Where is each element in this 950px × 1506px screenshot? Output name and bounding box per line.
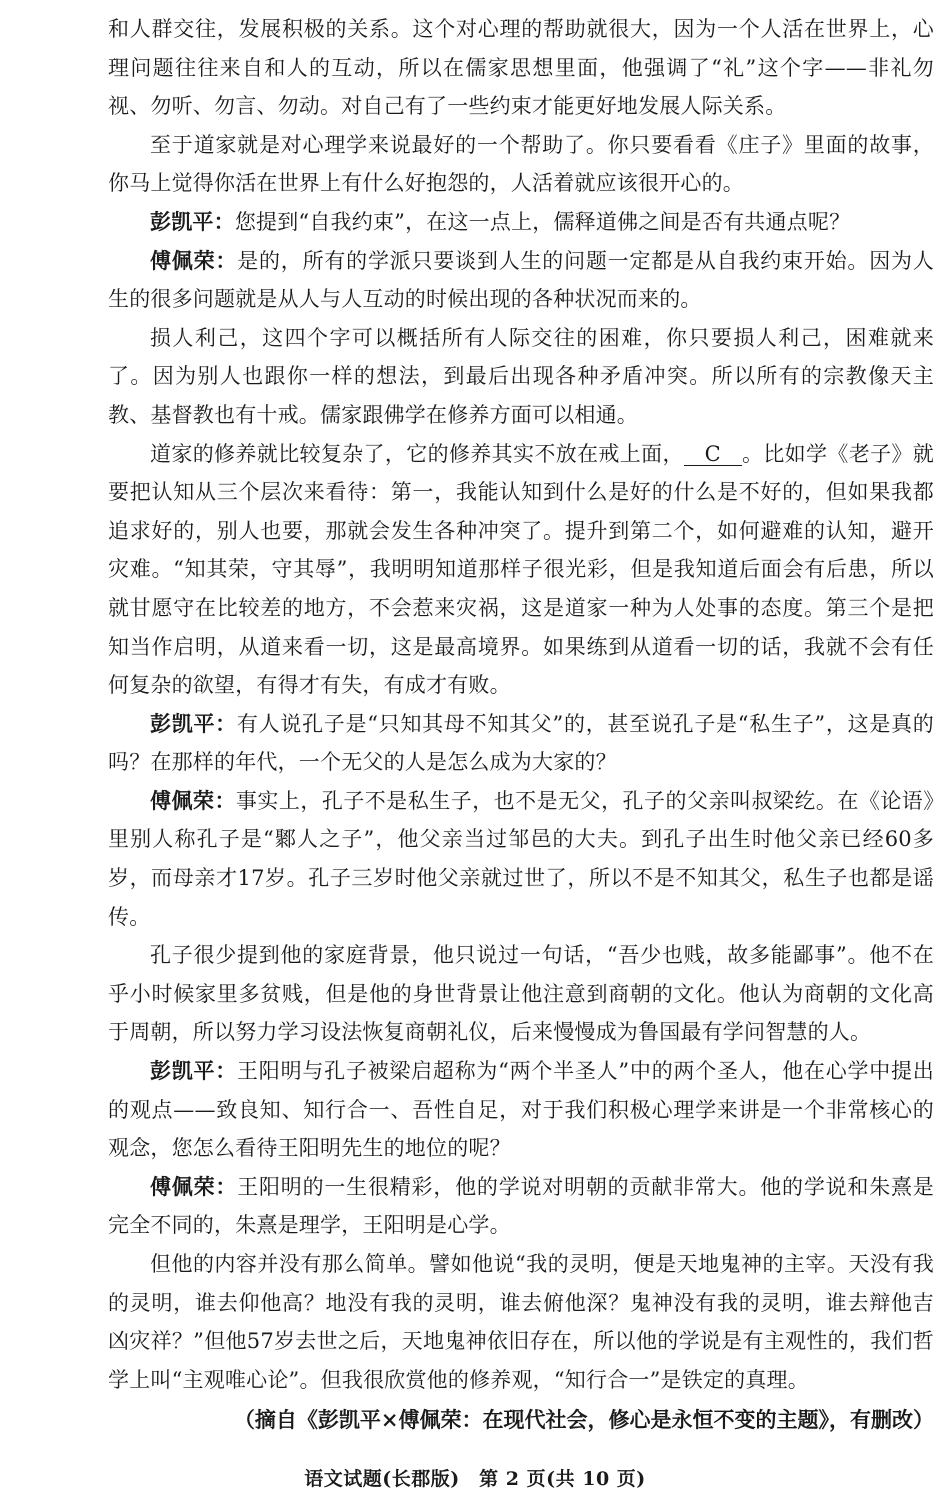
dialogue-answer-3 (108, 1168, 934, 1245)
dialogue-question-3 (108, 1052, 934, 1168)
speaker-name: 傅佩荣： (150, 788, 236, 813)
speaker-name: 彭凯平： (150, 1059, 238, 1084)
dialogue-answer-2 (108, 782, 934, 936)
dialogue-text: 事实上，孔子不是私生子，也不是无父，孔子的父亲叫叔梁纥。在《论语》里别人称孔子是“鄹人之子”，他父亲当过邹邑的大夫。到孔子出生时他父亲已经60多岁，而母亲才17岁。孔子三岁时他父亲就过世了，所以不是不知其父，私生子也都是谣传。 (108, 788, 934, 929)
paragraph-text: 和人群交往，发展积极的关系。这个对心理的帮助就很大，因为一个人活在世界上，心理问题往往来自和人的互动，所以在儒家思想里面，他强调了“礼”这个字——非礼勿视、勿听、勿言、勿动。对自己有了一些约束才能更好地发展人际关系。 (108, 17, 934, 119)
answer-blank: C (684, 443, 742, 466)
dialogue-question-1 (108, 203, 934, 242)
paragraph-text: 但他的内容并没有那么简单。譬如他说“我的灵明，便是天地鬼神的主宰。天没有我的灵明，谁去仰他高？地没有我的灵明，谁去俯他深？鬼神没有我的灵明，谁去辩他吉凶灾祥？”但他57岁去世之后，天地鬼神依旧存在，所以他的学说是有主观性的，我们哲学上叫“主观唯心论”。但我很欣赏他的修养观，“知行合一”是铁定的真理。 (108, 1252, 934, 1392)
dialogue-text: 王阳明的一生很精彩，他的学说对明朝的贡献非常大。他的学说和朱熹是完全不同的，朱熹是理学，王阳明是心学。 (108, 1174, 934, 1238)
paragraph-12 (108, 1245, 934, 1399)
paragraph-6 (108, 435, 934, 705)
speaker-name: 傅佩荣： (150, 248, 238, 273)
source-citation: （摘自《彭凯平×傅佩荣：在现代社会，修心是永恒不变的主题》，有删改） (233, 1407, 934, 1433)
paragraph-text: 损人利己，这四个字可以概括所有人际交往的困难，你只要损人利己，困难就来了。因为别人也跟你一样的想法，到最后出现各种矛盾冲突。所以所有的宗教像天主教、基督教也有十戒。儒家跟佛学在修养方面可以相通。 (108, 325, 934, 427)
dialogue-text: 您提到“自我约束”，在这一点上，儒释道佛之间是否有共通点呢？ (234, 209, 851, 234)
paragraph-9 (108, 936, 934, 1052)
speaker-name: 彭凯平： (150, 711, 237, 736)
paragraph-text-before-blank: 道家的修养就比较复杂了，它的修养其实不放在戒上面， (150, 441, 684, 466)
page-footer: 语文试题(长郡版) 第 2 页(共 10 页) (304, 1468, 646, 1490)
paragraph-text: 孔子很少提到他的家庭背景，他只说过一句话，“吾少也贱，故多能鄙事”。他不在乎小时候家里多贫贱，但是他的身世背景让他注意到商朝的文化。他认为商朝的文化高于周朝，所以努力学习设法恢复商朝礼仪，后来慢慢成为鲁国最有学问智慧的人。 (108, 943, 934, 1045)
paragraph-text-after-blank: 。比如学《老子》就要把认知从三个层次来看待：第一，我能认知到什么是好的什么是不好的，但如果我都追求好的，别人也要，那就会发生各种冲突了。提升到第二个，如何避难的认知，避开灾难。“知其荣，守其辱”，我明明知道那样子很光彩，但是我知道后面会有后患，所以就甘愿守在比较差的地方，不会惹来灾祸，这是道家一种为人处事的态度。第三个是把知当作启明，从道来看一切，这是最高境界。如果练到从道看一切的话，我就不会有任何复杂的欲望，有得才有失，有成才有败。 (108, 441, 934, 698)
dialogue-answer-1 (108, 242, 934, 319)
paragraph-5 (108, 319, 934, 435)
paragraph-1 (108, 10, 934, 126)
dialogue-text: 是的，所有的学派只要谈到人生的问题一定都是从自我约束开始。因为人生的很多问题就是从人与人互动的时候出现的各种状况而来的。 (108, 248, 934, 312)
speaker-name: 彭凯平： (150, 209, 235, 234)
paragraph-text: 至于道家就是对心理学来说最好的一个帮助了。你只要看看《庄子》里面的故事，你马上觉得你活在世界上有什么好抱怨的，人活着就应该很开心的。 (108, 132, 934, 196)
speaker-name: 傅佩荣： (150, 1174, 238, 1199)
dialogue-question-2 (108, 705, 934, 782)
dialogue-text: 有人说孔子是“只知其母不知其父”的，甚至说孔子是“私生子”，这是真的吗？在那样的年代，一个无父的人是怎么成为大家的？ (108, 711, 934, 775)
article-body (108, 10, 934, 1439)
dialogue-text: 王阳明与孔子被梁启超称为“两个半圣人”中的两个圣人，他在心学中提出的观点——致良知、知行合一、吾性自足，对于我们积极心理学来讲是一个非常核心的观念，您怎么看待王阳明先生的地位的呢？ (108, 1059, 934, 1161)
paragraph-2 (108, 126, 934, 203)
